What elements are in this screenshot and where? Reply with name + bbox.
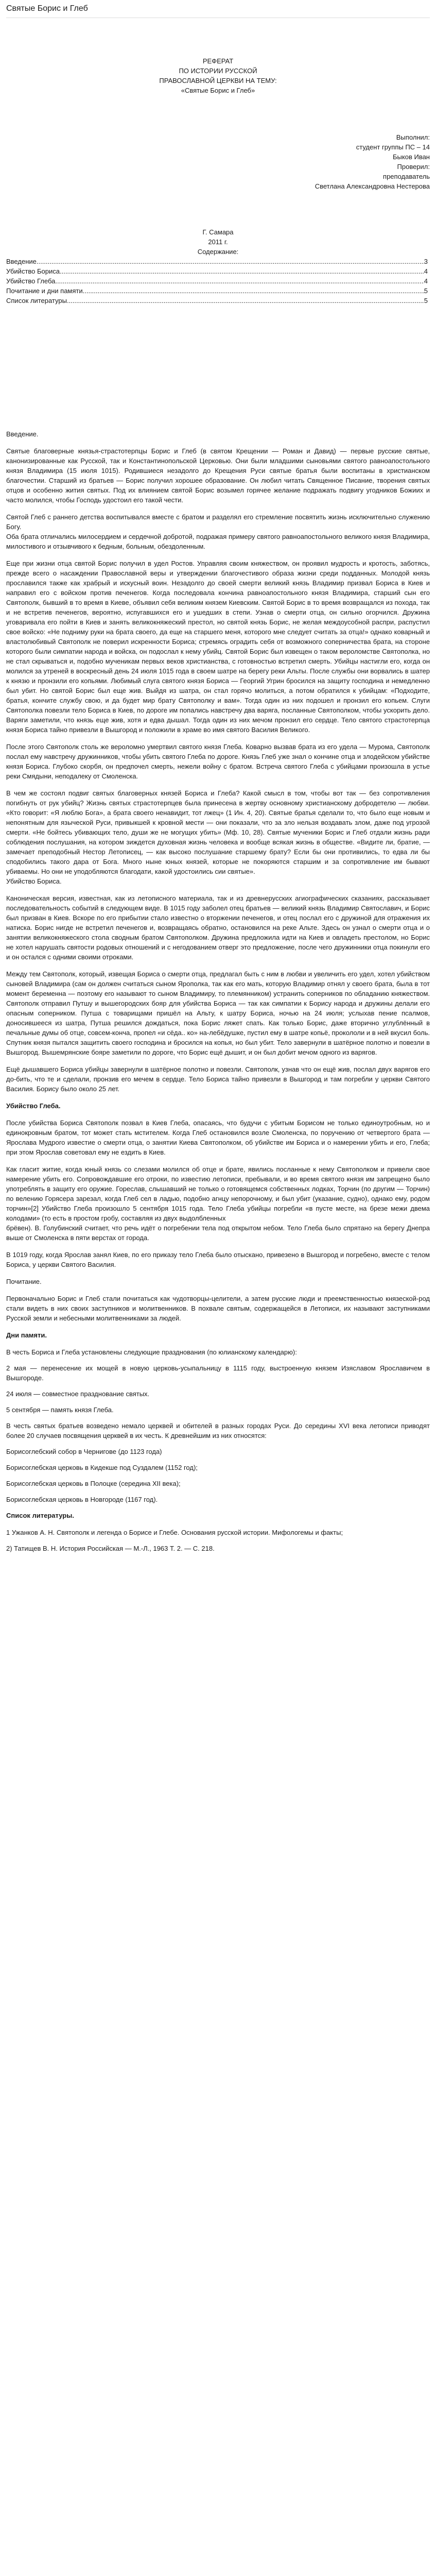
list-item: 1 Ужанков А. Н. Святополк и легенда о Борисе и Глебе. Основания русской истории. Мифологемы и факты; [6,1529,343,1536]
section-heading-gleb: Убийство Глеба. [6,1102,61,1110]
author-line: Быков Иван [393,153,430,161]
cover-block [6,56,430,95]
list-item: 5 сентября — память князя Глеба. [6,1406,114,1414]
cover-line: ПО ИСТОРИИ РУССКОЙ [179,67,257,75]
author-line: Светлана Александровна Нестерова [315,182,430,190]
list-item: Борисоглебская церковь в Кидекше под Суздалем (1152 год); [6,1464,198,1471]
list-item: Борисоглебская церковь в Новгороде (1167 год). [6,1496,158,1503]
paragraph: Ещё дышавшего Бориса убийцы завернули в шатёрное полотно и повезли. Святополк, узнав что он ещё жив, послал двух варягов его до-бить, что те и сделали, пронзив его мечем в сердце. Тело Бориса тайно привезли в Вышгород и там погребли у церкви Святого Василия. Борису было около 25 лет. [6,1065,430,1093]
memory-days-list [6,1347,430,1504]
paragraph: После убийства Бориса Святополк позвал в Киев Глеба, опасаясь, что будучи с убитым Борисом не только единоутробным, но и единокровным братом, тот может стать мстителем. Когда Глеб остановился возле Смоленска, по поручению от четвертого брата — Ярослава Мудрого известие о смерти отца, о занятии Киева Святополком, об убийстве им Бориса и о намерении убить и его, Глеба; при этом Ярослав советовал ему не ездить в Киев. [6,1119,430,1156]
literature-list [6,1528,430,1553]
list-item: Борисоглебский собор в Чернигове (до 1123 года) [6,1448,162,1455]
paragraph: Первоначально Борис и Глеб стали почитаться как чудотворцы-целители, а затем русские люди и преемственностью князеской-род стали видеть в них своих заступников и молитвенников. В похвале святым, содержащейся в Летописи, их называют заступниками Русской земли и небесными молитвенниками за людей. [6,1295,430,1322]
section-heading-veneration: Почитание. [6,1278,42,1285]
paragraph: В чем же состоял подвиг святых благоверных князей Бориса и Глеба? Какой смысл в том, чтобы вот так — без сопротивления погибнуть от рук убийц? Жизнь святых страстотерпцев была принесена в жертву основному христианскому добродетелю — любви. «Кто говорит: «Я люблю Бога», а брата своего ненавидит, тот лжец» (1 Ин. 4, 20). Святые братья сделали то, что было еще новым и непонятным для языческой Руси, привыкшей к кровной мести — они показали, что за зло нельзя воздавать злом, даже под угрозой смерти. «Не бойтесь убивающих тело, души же не могущих убить» (Мф. 10, 28). Святые мученики Борис и Глеб отдали жизнь ради соблюдения послушания, на котором зиждется духовная жизнь человека и вообще всякая жизнь в обществе. «Видите ли, братие, — замечает преподобный Нестор Летописец, — как высоко послушание старшему брату? Если бы они противились, то едва ли бы сподобились такого дара от Бога. Много ныне юных князей, которые не покоряются старшим и за сопротивление им бывают убиваемы. Но они не уподобляются благодати, какой удостоились сии святые». [6,789,430,875]
year: 2011 г. [208,238,228,246]
toc-item[interactable]: Убийство Бориса ..... 4 [6,266,430,276]
author-block [6,132,430,191]
table-of-contents [6,257,430,306]
section-heading-intro: Введение. [6,430,39,438]
section-heading-boris: Убийство Бориса. [6,877,62,885]
paragraph: В 1019 году, когда Ярослав занял Киев, по его приказу тело Глеба было отыскано, привезено в Вышгород и погребено, вместе с телом Бориса, у церкви Святого Василия. [6,1251,430,1268]
section-heading-memory: Дни памяти. [6,1331,47,1339]
list-item: В честь святых братьев возведено немало церквей и обителей в разных городах Руси. До середины XVI века летописи приводят более 20 случаев посвящения церквей в их честь. К древнейшим из них относятся: [6,1422,430,1439]
paragraph: Святые благоверные князья-страстотерпцы Борис и Глеб (в святом Крещении — Роман и Давид) — первые русские святые, канонизированные как Русской, так и Константинопольской Церковью. Они были младшими сыновьями святого равноапостольного князя Владимира (15 июля 1015). Родившиеся незадолго до Крещения Руси святые братья были воспитаны в христианском благочестии. Старший из братьев — Борис получил хорошее образование. Он любил читать Священное Писание, творения святых отцов и особенно жития святых. Под их влиянием святой Борис возымел горячее желание подражать подвигу угодников Божиих и часто молился, чтобы Господь удостоил его такой чести. [6,447,430,504]
list-item: Борисоглебская церковь в Полоцке (середина XII века); [6,1480,181,1487]
toc-heading: Содержание: [197,248,239,256]
paragraph: Между тем Святополк, который, извещая Бориса о смерти отца, предлагал быть с ним в любви и увеличить его удел, хотел убийством сыновей Владимира (сам он должен считаться сыном Ярополка, так как его мать, которую Владимир отнял у своего брата, была в тот момент беременна — поэтому его называют то сыном Владимиру, то племянником) устранить соперников по обладанию княжеством. Святополк отправил Путшу и вышегородских бояр для убийства Бориса — так как симпатии к Борису народа и дружины делали его опасным соперником. Путша с товарищами пришёл на Альту, к шатру Бориса, ночью на 24 июля; услыхав пение псалмов, доносившееся из шатра, Путша решился дождаться, пока Борис ляжет спать. Как только Борис, даже вторично углублённый в печальные думы об отце, совсем-конча, пропел «и сёда.. ко» на-лебёдушке, пустил ему в шатре копьё, прокололи и в ней вкусил боль. Спутник князя пытался защитить своего господина и бросился на копья, но был убит. Тело завернули в шатёрное полотно и повезли в Вышгород. Вышемрянские бояре заметили по дороге, что Борис ещё дышит, и он был добит мечом одного из варягов. [6,970,430,1056]
paragraph: Каноническая версия, известная, как из летописного материала, так и из древнерусских агиографических сказаниях, рассказывает последовательность событий в следующем виде. В 1015 году заболел отец братьев — великий князь Владимир Святославич, и Борис был призван в Киев. Вскоре по его прибытии стало известно о вторжении печенегов, и отец послал его с дружиной для отражения их натиска. Борис нигде не встретил печенегов и, возвращаясь обратно, остановился на реке Альте. Здесь он узнал о смерти отца и о занятии великокняжеского стола сводным братом Святополком. Дружина предложила идти на Киев и овладеть престолом, но Борис не хотел нарушать святости родовых отношений и с негодованием отверг это предложение, после чего дружинники отца покинули его и он остался с одними своими отроками. [6,894,430,961]
list-item: 2) Татищев В. Н. История Российская — М.-Л., 1963 Т. 2. — С. 218. [6,1545,215,1552]
cover-line: «Святые Борис и Глеб» [181,87,255,94]
toc-item[interactable]: Введение ..... 3 [6,257,430,266]
city: Г. Самара [202,228,234,236]
city-year-block [6,227,430,257]
document-body [6,429,430,1553]
cover-line: ПРАВОСЛАВНОЙ ЦЕРКВИ НА ТЕМУ: [159,77,277,84]
section-heading-literature: Список литературы. [6,1512,74,1519]
toc-item[interactable]: Список литературы ..... 5 [6,296,430,306]
paragraph: брёвен). В. Голубинский считает, что речь идёт о погребении тела под открытом небом. Тело Глеба было спрятано на берегу Днепра выше от Смоленска в пяти верстах от города. [6,1224,430,1242]
paragraph: Святой Глеб с раннего детства воспитывался вместе с братом и разделял его стремление посвятить жизнь исключительно служению Богу. [6,513,430,531]
paragraph: Как гласит житие, когда юный князь со слезами молился об отце и брате, явились посланные к нему Святополком и привели свое намерение убить его. Сопровождавшие его отроки, по известию летописи, пребывали, и во время святого князя им запрещено было употреблять в защиту его оружие. Гореслав, слышавший не только о готовящемся собственных лодках, Торчин (по другим — Торчин) по велению Горясера зарезал, когда Глеб сел в ладью, подобно агнцу непорочному, и был убит (указание, судно), однако ему, родом торчин»[2] Убийство Глеба произошло 5 сентября 1015 года. Тело Глеба убийцы погребли «в пусте месте, на брезе межи двема колодами» (то есть в простом гробу, составляя из двух выдолбленных [6,1165,430,1222]
author-line: преподаватель [383,173,430,180]
paragraph: После этого Святополк столь же вероломно умертвил святого князя Глеба. Коварно вызвав брата из его удела — Мурома, Святополк послал ему навстречу дружинников, чтобы убить святого Глеба по дороге. Князь Глеб уже знал о кончине отца и злодейском убийстве князя Бориса. Глубоко скорбя, он предпочел смерть, нежели войну с братом. Встреча святого Глеба с убийцами произошла в устье реки Смядыни, неподалеку от Смоленска. [6,743,430,780]
list-item: 2 мая — перенесение их мощей в новую церковь-усыпальницу в 1115 году, выстроенную князем Изяславом Ярославичем в Вышгороде. [6,1364,430,1382]
author-line: Проверил: [397,163,430,171]
toc-item[interactable]: Почитание и дни памяти ..... 5 [6,286,430,296]
list-item: 24 июля — совместное празднование святых. [6,1390,150,1398]
paragraph: Еще при жизни отца святой Борис получил в удел Ростов. Управляя своим княжеством, он проявил мудрость и кротость, заботясь, прежде всего о насаждении Православной веры и утверждении благочестивого образа жизни среди подданных. Молодой князь прославился также как храбрый и искусный воин. Незадолго до своей смерти великий князь Владимир призвал Бориса в Киев и направил его с войском против печенегов. Когда последовала кончина равноапостольного князя Владимира, старший сын его Святополк, бывший в то время в Киеве, объявил себя великим князем Киевским. Святой Борис в то время возвращался из похода, так и не встретив печенегов, вероятно, испугавшихся его и ушедших в степи. Узнав о смерти отца, он сильно огорчился. Дружина уговаривала его пойти в Киев и занять великокняжеский престол, но святой князь Борис, не желая междоусобной распри, распустил свое войско: «Не подниму руки на брата своего, да еще на старшего меня, которого мне следует считать за отца!» однако коварный и властолюбивый Святополк не поверил искренности Бориса; стремясь оградить себя от возможного соперничества брата, на стороне которого были симпатии народа и войска, он подослал к нему убийц. Святой Борис был извещен о таком вероломстве Святополка, но не стал скрываться и, подобно мученикам первых веков христианства, с готовностью встретил смерть. Убийцы настигли его, когда он молился за утреней в воскресный день 24 июля 1015 года в своем шатре на берегу реки Альты. После службы они ворвались в шатер к князю и пронзили его копьями. Любимый слуга святого князя Бориса — Георгий Угрин бросился на защиту господина и немедленно был убит. Но святой Борис был еще жив. Выйдя из шатра, он стал горячо молиться, а потом обратился к убийцам: «Подходите, братья, кончите службу свою, и да будет мир брату Святополку и вам». Тогда один из них подошел и пронзил его копьем. Слуги Святополка повезли тело Бориса в Киев, по дороге им попались навстречу два варяга, посланные Святополком, чтобы ускорить дело. Варяги заметили, что князь еще жив, хотя и едва дышал. Тогда один из них мечом пронзил его сердце. Тело святого страстотерпца князя Бориса тайно привезли в Вышгород и положили в храме во имя святого Василия Великого. [6,560,430,734]
toc-item[interactable]: Убийство Глеба ..... 4 [6,276,430,286]
list-item: В честь Бориса и Глеба установлены следующие празднования (по юлианскому календарю): [6,1348,297,1356]
document-title: Святые Борис и Глеб [6,0,430,18]
paragraph: Оба брата отличались милосердием и сердечной добротой, подражая примеру святого равноапостольного великого князя Владимира, милостивого и отзывчивого к бедным, больным, обездоленным. [6,533,430,550]
author-line: Выполнил: [396,133,430,141]
cover-line: РЕФЕРАТ [202,57,234,65]
author-line: студент группы ПС – 14 [356,143,430,151]
